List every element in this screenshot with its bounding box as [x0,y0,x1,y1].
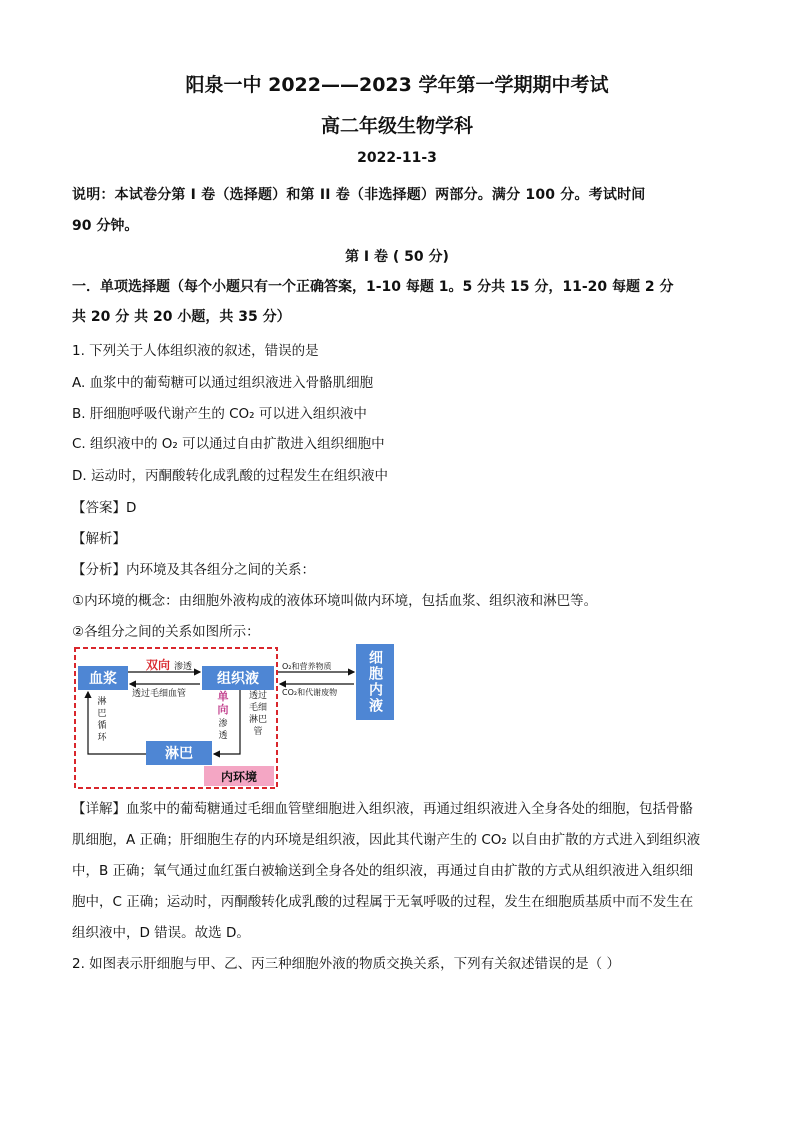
plasma-box: 血浆 [78,666,128,690]
section-title: 第 I 卷 ( 50 分) [345,249,449,265]
q1-analysis-label: 【解析】 [72,531,126,547]
lymph-box: 淋巴 [146,741,212,765]
tissue-fluid-box: 组织液 [202,666,274,690]
q1-stem: 1. 下列关于人体组织液的叙述，错误的是 [72,343,319,359]
part-heading-line-2: 共 20 分 共 20 小题，共 35 分） [72,309,291,325]
q2-stem: 2. 如图表示肝细胞与甲、乙、丙三种细胞外液的物质交换关系，下列有关叙述错误的是（ ） [72,956,620,972]
bidirectional-label-black: 渗透 [174,662,193,672]
q1-detail-line-1: 【详解】血浆中的葡萄糖通过毛细血管壁细胞进入组织液，再通过组织液进入全身各处的细胞，包括骨骼 [72,801,693,817]
co2-waste-label: CO₂和代谢废物 [282,688,338,697]
capillary-lymph-label: 透过毛细淋巴管 [248,691,267,737]
q1-point-1: ①内环境的概念：由细胞外液构成的液体环境叫做内环境，包括血浆、组织液和淋巴等。 [72,593,598,609]
inner-env-label: 内环境 [204,766,274,786]
part-heading-line-1: 一．单项选择题（每个小题只有一个正确答案，1-10 每题 1。5 分共 15 分，11-20 每题 2 分 [72,279,674,295]
q1-option-c: C. 组织液中的 O₂ 可以通过自由扩散进入组织细胞中 [72,436,385,452]
unidirectional-label-black: 渗透 [218,719,228,741]
q1-option-a: A. 血浆中的葡萄糖可以通过组织液进入骨骼肌细胞 [72,375,374,391]
q1-answer: 【答案】D [72,500,137,516]
instructions-line-2: 90 分钟。 [72,218,139,234]
capillary-wall-label: 透过毛细血管 [132,689,187,699]
q1-detail-line-5: 组织液中，D 错误。故选 D。 [72,925,250,941]
instructions-line-1: 说明：本试卷分第 I 卷（选择题）和第 II 卷（非选择题）两部分。满分 100 分。考试时间 [72,187,646,203]
unidirectional-label-red: 单向 [217,690,229,716]
q1-option-d: D. 运动时，丙酮酸转化成乳酸的过程发生在组织液中 [72,468,388,484]
exam-subtitle: 高二年级生物学科 [320,115,473,137]
q1-option-b: B. 肝细胞呼吸代谢产生的 CO₂ 可以进入组织液中 [72,406,367,422]
exam-date: 2022-11-3 [357,150,437,166]
exam-title: 阳泉一中 2022——2023 学年第一学期期中考试 [185,74,609,96]
q1-point-2: ②各组分之间的关系如图所示： [72,624,260,640]
q1-fenxi: 【分析】内环境及其各组分之间的关系： [72,562,315,578]
q1-detail-line-2: 肌细胞，A 正确；肝细胞生存的内环境是组织液，因此其代谢产生的 CO₂ 以自由扩散的方式进入到组织液 [72,832,701,848]
bidirectional-label-red: 双向 [146,658,171,672]
lymph-circulation-label: 淋巴循环 [97,697,107,743]
inner-environment-diagram [72,644,402,792]
q1-detail-line-4: 胞中，C 正确；运动时，丙酮酸转化成乳酸的过程属于无氧呼吸的过程，发生在细胞质基质中而不发生在 [72,894,694,910]
intracellular-box: 细胞内液 [356,644,394,720]
q1-detail-line-3: 中，B 正确；氧气通过血红蛋白被输送到全身各处的组织液，再通过自由扩散的方式从组织液进入组织细 [72,863,694,879]
o2-nutrients-label: O₂和营养物质 [282,662,332,671]
